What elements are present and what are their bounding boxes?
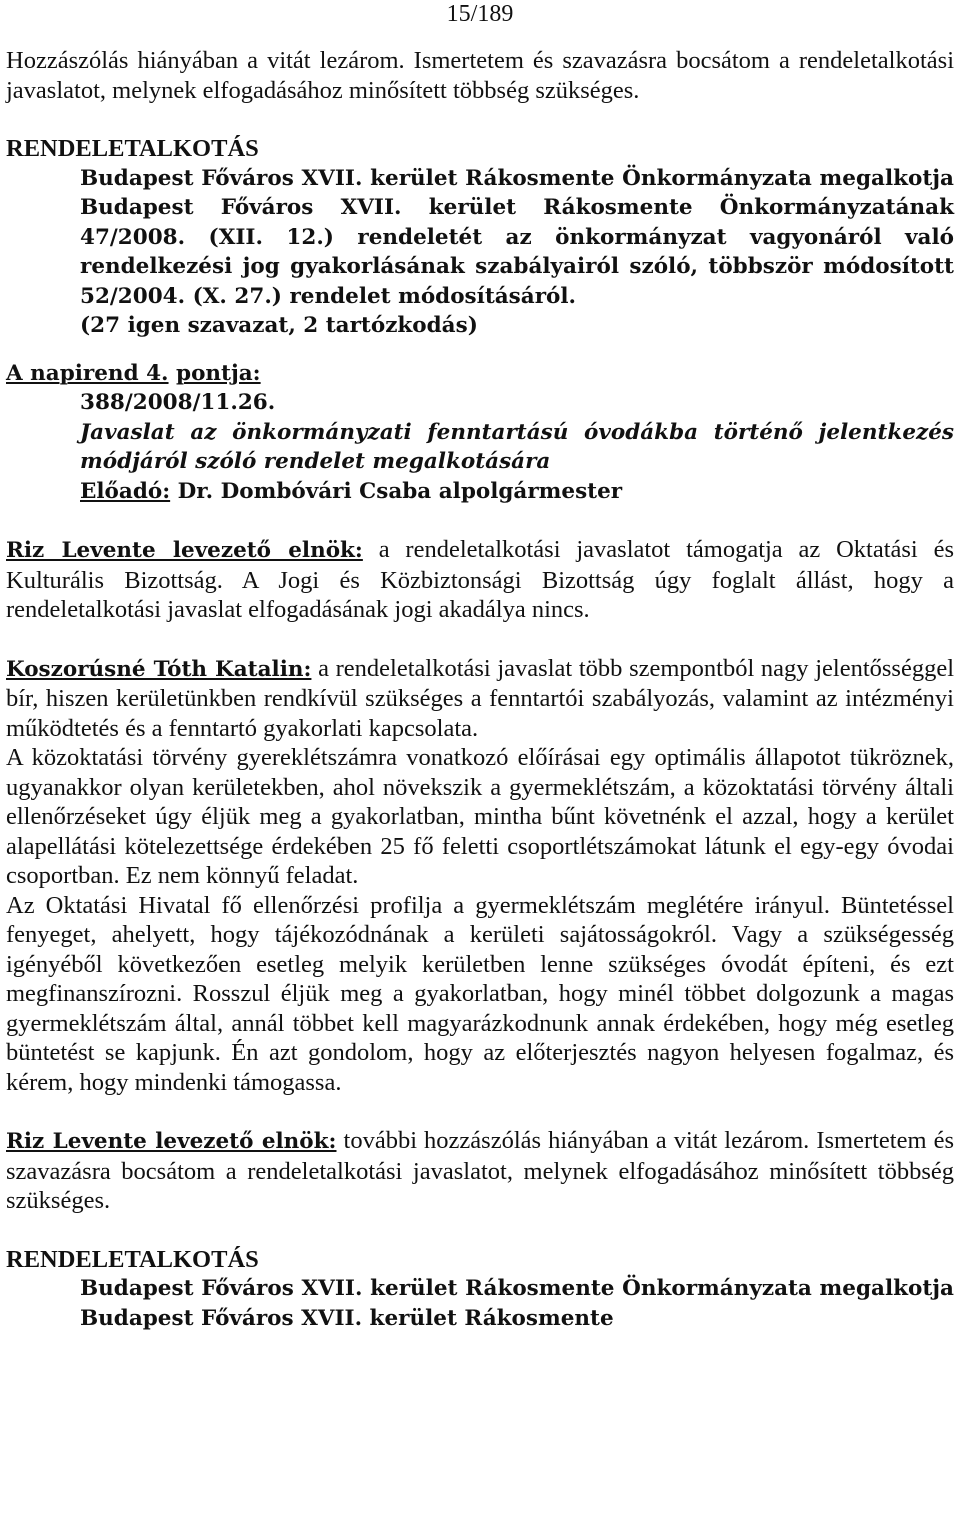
presenter-label: Előadó: bbox=[80, 478, 171, 504]
statement-3 bbox=[6, 1126, 954, 1216]
statement-paragraph: A közoktatási törvény gyereklétszámra vonatkozó előírásai egy optimális állapotot tükröznek, ugyanakkor olyan kerületekben, ahol növekszik a gyermeklétszám, a közoktatási törvény általi ellenőrzéseket úgy éljük meg a gyakorlatban, mintha bűnt követnénk el azzal, hogy a kerület alapellátási kötelezettsége érdekében 25 fő feletti csoportlétszámokat látunk el egy-egy óvodai csoportban. Ez nem könnyű feladat. bbox=[6, 744, 954, 889]
decision-heading: RENDELETALKOTÁS bbox=[6, 135, 259, 162]
agenda-block bbox=[6, 359, 954, 507]
speaker-name: Riz Levente levezető elnök: bbox=[6, 538, 363, 563]
agenda-title: Javaslat az önkormányzati fenntartású óvodákba történő jelentkezés módjáról szóló rendelet megalkotására bbox=[80, 419, 954, 474]
agenda-presenter bbox=[80, 477, 954, 507]
agenda-label-b: pontja: bbox=[176, 360, 261, 386]
speaker-name: Koszorúsné Tóth Katalin: bbox=[6, 656, 312, 682]
decision-block-2 bbox=[6, 1245, 954, 1334]
statement-text: a rendeletalkotási javaslatot támogatja az Oktatási és Kulturális Bizottság. A Jogi és Közbiztonsági Bizottság úgy foglalt állást, hogy a rendeletalkotási javaslat elfogadásának jogi akadálya nincs. bbox=[6, 536, 954, 623]
decision-block-1 bbox=[6, 134, 954, 341]
agenda-label bbox=[6, 359, 954, 389]
statement-2 bbox=[6, 654, 954, 1098]
agenda-label-a: A napirend 4. bbox=[6, 360, 169, 386]
document-body bbox=[6, 46, 954, 1333]
statement-text: további hozzászólás hiányában a vitát lezárom. Ismertetem és szavazásra bocsátom a rendeletalkotási javaslatot, melynek elfogadásához minősített többség szükséges. bbox=[6, 1127, 954, 1214]
decision-text: Budapest Főváros XVII. kerület Rákosmente Önkormányzata megalkotja Budapest Főváros XVII. kerület Rákosmente Önkormányzatának 47/2008. (XII. 12.) rendeletét az önkormányzat vagyonáról való rendelkezési jog gyakorlásának szabályairól szóló, többször módosított 52/2004. (X. 27.) rendelet módosításáról. bbox=[80, 165, 954, 309]
presenter-name: Dr. Dombóvári Csaba alpolgármester bbox=[177, 478, 623, 504]
decision-vote: (27 igen szavazat, 2 tartózkodás) bbox=[80, 313, 478, 338]
page-number: 15/189 bbox=[446, 1, 514, 27]
agenda-number: 388/2008/11.26. bbox=[80, 390, 276, 415]
decision-text: Budapest Főváros XVII. kerület Rákosmente Önkormányzata megalkotja Budapest Főváros XVII. kerület Rákosmente bbox=[80, 1276, 954, 1331]
decision-heading: RENDELETALKOTÁS bbox=[6, 1245, 259, 1273]
statement-1 bbox=[6, 535, 954, 625]
statement-text: a rendeletalkotási javaslat több szempontból nagy jelentősséggel bír, hiszen kerületünkben rendkívül szükséges a fenntartói szabályozás, valamint az intézményi működtetés és a fenntartó gyakorlati kapcsolata. bbox=[6, 654, 954, 742]
statement-paragraph: Az Oktatási Hivatal fő ellenőrzési profilja a gyermeklétszám meglétére irányul. Büntetéssel fenyeget, ahelyett, hogy tájékozódnának a kerületi sajátosságokról. Vagy a szükségesség igényéből következően esetleg melyik kerületben lenne szükséges óvodát építeni, és ezt megfinanszírozni. Rosszul éljük meg a gyakorlatban, hogy minél többet dolgozunk a magas gyermeklétszám által, annál többet kell magyarázkodnunk annak érdekében, hogy még esetleg büntetést se kapjunk. Én azt gondolom, hogy az előterjesztés nagyon helyesen fogalmaz, és kérem, hogy mindenki támogassa. bbox=[6, 891, 954, 1096]
speaker-name: Riz Levente levezető elnök: bbox=[6, 1129, 337, 1154]
intro-paragraph: Hozzászólás hiányában a vitát lezárom. Ismertetem és szavazásra bocsátom a rendeletalkotási javaslatot, melynek elfogadásához minősített többség szükséges. bbox=[6, 47, 954, 104]
